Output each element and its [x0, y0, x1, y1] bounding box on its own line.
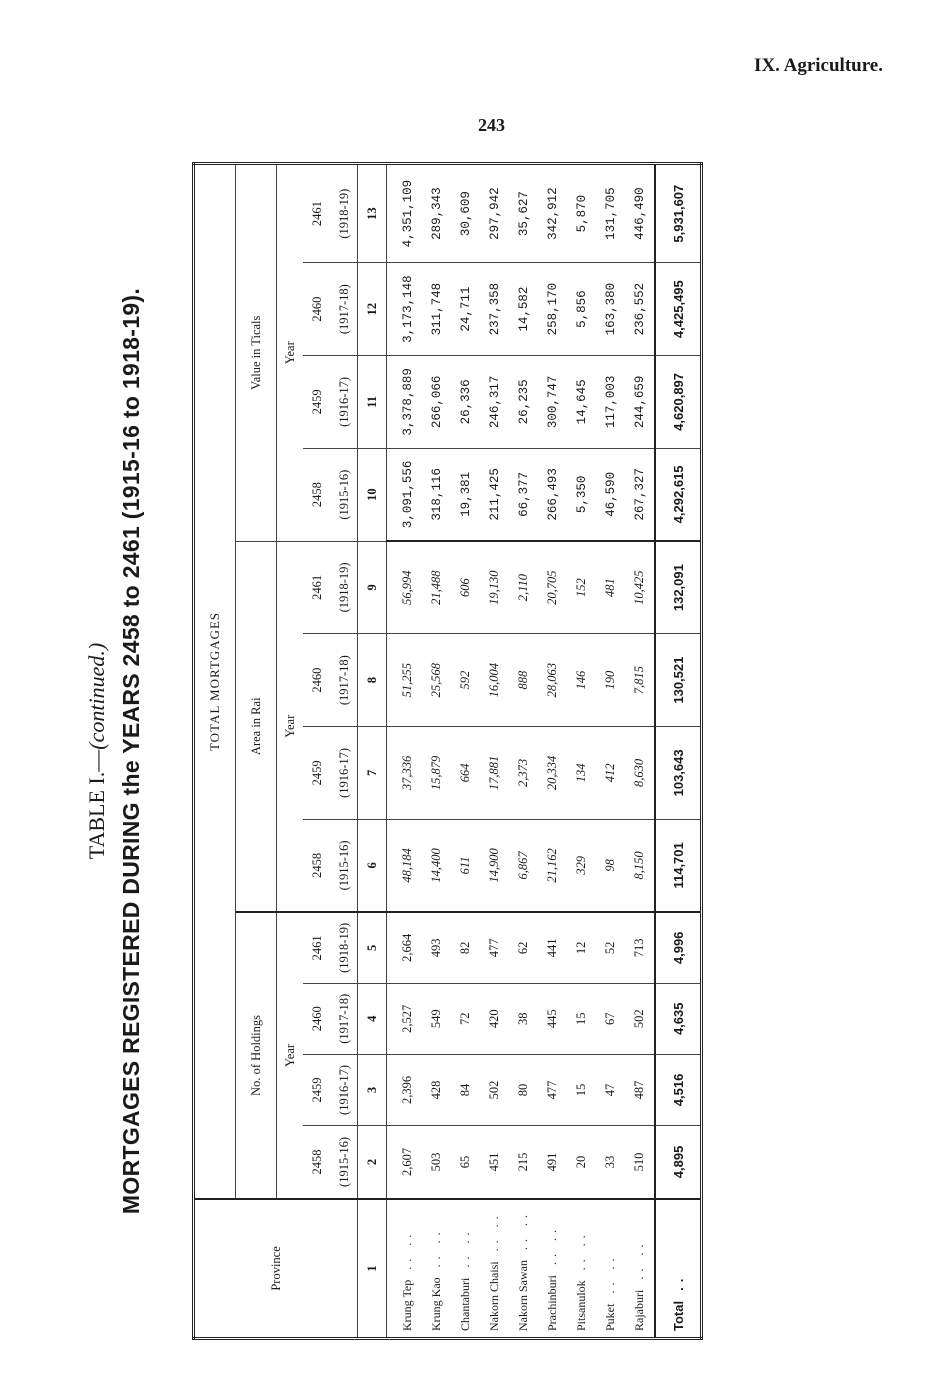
- column-number: 11: [358, 356, 387, 449]
- holdings-cell: 38: [509, 983, 538, 1054]
- table-row: [422, 164, 451, 1339]
- value-cell: 211,425: [480, 448, 509, 541]
- table-subtitle: MORTGAGES REGISTERED DURING the YEARS 2458 to 2461 (1915-16 to 1918-19).: [118, 287, 144, 1215]
- area-cell: 21,488: [422, 541, 451, 634]
- area-cell: 2,373: [509, 727, 538, 820]
- area-cell: 37,336: [387, 727, 423, 820]
- year-cell: 2459: [303, 1054, 331, 1125]
- area-cell: 8,150: [625, 819, 655, 912]
- table-row: [451, 164, 480, 1339]
- value-cell: 3,173,148: [387, 263, 423, 356]
- table-title: [84, 162, 110, 1340]
- holdings-cell: 2,527: [387, 983, 423, 1054]
- year-range-cell: (1915-16): [331, 819, 358, 912]
- province-name: Pitsanulok: [574, 1280, 588, 1331]
- area-header: Area in Rai: [236, 541, 277, 912]
- column-number: 10: [358, 448, 387, 541]
- holdings-cell: 713: [625, 912, 655, 983]
- area-cell: 98: [596, 819, 625, 912]
- total-value: 4,620,897: [655, 356, 702, 449]
- leader-dots: ..: [670, 1273, 686, 1291]
- value-cell: 117,003: [596, 356, 625, 449]
- province-name: Prachinburi: [545, 1275, 559, 1331]
- total-holdings: 4,895: [655, 1126, 702, 1199]
- table-body: [387, 164, 656, 1339]
- year-cell: 2461: [303, 164, 331, 263]
- total-mortgages-header: TOTAL MORTGAGES: [194, 164, 236, 1199]
- province-cell: [387, 1199, 423, 1339]
- column-number: 7: [358, 727, 387, 820]
- area-cell: 606: [451, 541, 480, 634]
- total-value: 5,931,607: [655, 164, 702, 263]
- sub-header-row: [236, 164, 277, 1339]
- holdings-cell: 33: [596, 1126, 625, 1199]
- total-holdings: 4,996: [655, 912, 702, 983]
- year-cell: 2461: [303, 912, 331, 983]
- area-cell: 56,994: [387, 541, 423, 634]
- province-cell: [509, 1199, 538, 1339]
- table-row: [387, 164, 423, 1339]
- total-holdings: 4,635: [655, 983, 702, 1054]
- leader-dots: .. ..: [603, 1253, 617, 1294]
- year-cell: 2460: [303, 263, 331, 356]
- area-cell: 6,867: [509, 819, 538, 912]
- section-header: IX. Agriculture.: [754, 55, 883, 76]
- holdings-cell: 493: [422, 912, 451, 983]
- table-row: [596, 164, 625, 1339]
- value-cell: 163,380: [596, 263, 625, 356]
- value-cell: 266,493: [538, 448, 567, 541]
- value-cell: 5,856: [567, 263, 596, 356]
- area-cell: 134: [567, 727, 596, 820]
- leader-dots: .. ..: [429, 1227, 443, 1268]
- year-range-cell: (1918-19): [331, 912, 358, 983]
- value-cell: 46,590: [596, 448, 625, 541]
- table-row: [538, 164, 567, 1339]
- area-cell: 146: [567, 634, 596, 727]
- value-cell: 26,336: [451, 356, 480, 449]
- province-name: Puket: [603, 1303, 617, 1331]
- holdings-cell: 420: [480, 983, 509, 1054]
- column-number: 2: [358, 1126, 387, 1199]
- area-cell: 412: [596, 727, 625, 820]
- holdings-cell: 12: [567, 912, 596, 983]
- value-cell: 342,912: [538, 164, 567, 263]
- value-cell: 267,327: [625, 448, 655, 541]
- year-cell: 2459: [303, 727, 331, 820]
- area-cell: 664: [451, 727, 480, 820]
- province-cell: [596, 1199, 625, 1339]
- column-number: 3: [358, 1054, 387, 1125]
- holdings-cell: 477: [480, 912, 509, 983]
- area-cell: 15,879: [422, 727, 451, 820]
- province-name: Rajaburi: [632, 1289, 646, 1331]
- value-cell: 237,358: [480, 263, 509, 356]
- value-cell: 24,711: [451, 263, 480, 356]
- area-cell: 888: [509, 634, 538, 727]
- leader-dots: .. ..: [458, 1227, 472, 1268]
- holdings-cell: 2,607: [387, 1126, 423, 1199]
- province-name: Chantaburi: [458, 1277, 472, 1331]
- area-cell: 48,184: [387, 819, 423, 912]
- leader-dots: .. ..: [400, 1229, 414, 1270]
- table-row: [567, 164, 596, 1339]
- value-cell: 297,942: [480, 164, 509, 263]
- area-cell: 7,815: [625, 634, 655, 727]
- column-number: 5: [358, 912, 387, 983]
- area-cell: 329: [567, 819, 596, 912]
- holdings-cell: 2,664: [387, 912, 423, 983]
- value-cell: 35,627: [509, 164, 538, 263]
- total-area: 103,643: [655, 727, 702, 820]
- value-cell: 3,091,556: [387, 448, 423, 541]
- holdings-cell: 445: [538, 983, 567, 1054]
- table-row: [625, 164, 655, 1339]
- total-holdings: 4,516: [655, 1054, 702, 1125]
- value-cell: 258,170: [538, 263, 567, 356]
- year-range-cell: (1918-19): [331, 541, 358, 634]
- year-range-cell: (1915-16): [331, 1126, 358, 1199]
- year-cell: 2460: [303, 634, 331, 727]
- province-cell: [422, 1199, 451, 1339]
- area-cell: 10,425: [625, 541, 655, 634]
- column-number: 13: [358, 164, 387, 263]
- holdings-cell: 65: [451, 1126, 480, 1199]
- holdings-cell: 82: [451, 912, 480, 983]
- leader-dots: .. ..: [516, 1210, 530, 1251]
- year-range-cell: (1917-18): [331, 634, 358, 727]
- area-cell: 25,568: [422, 634, 451, 727]
- year-cell: 2460: [303, 983, 331, 1054]
- holdings-cell: 510: [625, 1126, 655, 1199]
- column-number: 4: [358, 983, 387, 1054]
- year-cell: 2458: [303, 819, 331, 912]
- area-cell: 190: [596, 634, 625, 727]
- area-cell: 19,130: [480, 541, 509, 634]
- total-label: Total: [670, 1300, 686, 1331]
- area-cell: 51,255: [387, 634, 423, 727]
- year-label-value: Year: [277, 164, 304, 542]
- area-cell: 8,630: [625, 727, 655, 820]
- province-name: Krung Tep: [400, 1279, 414, 1331]
- holdings-cell: 549: [422, 983, 451, 1054]
- leader-dots: .. ..: [545, 1225, 559, 1265]
- area-cell: 481: [596, 541, 625, 634]
- area-cell: 20,334: [538, 727, 567, 820]
- year-range-cell: (1917-18): [331, 263, 358, 356]
- total-value: 4,425,495: [655, 263, 702, 356]
- holdings-cell: 503: [422, 1126, 451, 1199]
- year-range-cell: (1916-17): [331, 727, 358, 820]
- area-cell: 2,110: [509, 541, 538, 634]
- holdings-cell: 451: [480, 1126, 509, 1199]
- holdings-cell: 477: [538, 1054, 567, 1125]
- value-cell: 5,870: [567, 164, 596, 263]
- province-cell: [480, 1199, 509, 1339]
- value-header: Value in Ticals: [236, 164, 277, 542]
- column-number: 6: [358, 819, 387, 912]
- leader-dots: .. ..: [574, 1230, 588, 1271]
- holdings-cell: 487: [625, 1054, 655, 1125]
- column-number: 1: [358, 1199, 387, 1339]
- value-cell: 246,317: [480, 356, 509, 449]
- year-range-cell: (1918-19): [331, 164, 358, 263]
- area-cell: 28,063: [538, 634, 567, 727]
- value-cell: 300,747: [538, 356, 567, 449]
- column-number: 9: [358, 541, 387, 634]
- holdings-cell: 15: [567, 983, 596, 1054]
- year-label-area: Year: [277, 541, 304, 912]
- holdings-cell: 15: [567, 1054, 596, 1125]
- total-area: 130,521: [655, 634, 702, 727]
- year-range-cell: (1916-17): [331, 356, 358, 449]
- rotated-table-block: [84, 162, 684, 1340]
- year-range-row: [331, 164, 358, 1339]
- table-title-prefix: TABLE I.—: [84, 749, 109, 860]
- area-cell: 20,705: [538, 541, 567, 634]
- year-cell: 2459: [303, 356, 331, 449]
- holdings-cell: 62: [509, 912, 538, 983]
- leader-dots: .. ..: [487, 1211, 501, 1252]
- holdings-cell: 502: [480, 1054, 509, 1125]
- area-cell: 592: [451, 634, 480, 727]
- column-number-row: [358, 164, 387, 1339]
- value-cell: 266,066: [422, 356, 451, 449]
- value-cell: 3,378,889: [387, 356, 423, 449]
- province-name: Krung Kao: [429, 1277, 443, 1331]
- value-cell: 289,343: [422, 164, 451, 263]
- holdings-header: No. of Holdings: [236, 912, 277, 1199]
- area-cell: 14,900: [480, 819, 509, 912]
- year-range-cell: (1915-16): [331, 448, 358, 541]
- province-cell: [625, 1199, 655, 1339]
- value-cell: 19,381: [451, 448, 480, 541]
- value-cell: 4,351,109: [387, 164, 423, 263]
- year-cell: 2458: [303, 1126, 331, 1199]
- holdings-cell: 84: [451, 1054, 480, 1125]
- table-row: [480, 164, 509, 1339]
- value-cell: 311,748: [422, 263, 451, 356]
- holdings-cell: 20: [567, 1126, 596, 1199]
- area-cell: 152: [567, 541, 596, 634]
- value-cell: 446,490: [625, 164, 655, 263]
- holdings-cell: 67: [596, 983, 625, 1054]
- province-name: Nakorn Sawan: [516, 1260, 530, 1331]
- province-cell: [451, 1199, 480, 1339]
- holdings-cell: 2,396: [387, 1054, 423, 1125]
- group-header-row: [194, 164, 236, 1339]
- value-cell: 14,645: [567, 356, 596, 449]
- table-title-continued: (continued.): [84, 642, 109, 750]
- year-cell: 2461: [303, 541, 331, 634]
- area-cell: 611: [451, 819, 480, 912]
- value-cell: 318,116: [422, 448, 451, 541]
- province-name: Nakorn Chaisi: [487, 1261, 501, 1331]
- value-cell: 26,235: [509, 356, 538, 449]
- total-row: [655, 164, 702, 1339]
- year-label-holdings: Year: [277, 912, 304, 1199]
- province-header: Province: [194, 1199, 358, 1339]
- page-number: 243: [478, 115, 505, 135]
- total-area: 114,701: [655, 819, 702, 912]
- area-cell: 16,004: [480, 634, 509, 727]
- holdings-cell: 491: [538, 1126, 567, 1199]
- area-cell: 14,400: [422, 819, 451, 912]
- total-label-cell: [655, 1199, 702, 1339]
- mortgages-table: [192, 162, 703, 1340]
- year-label-row: [277, 164, 304, 1339]
- value-cell: 66,377: [509, 448, 538, 541]
- column-number: 8: [358, 634, 387, 727]
- province-cell: [567, 1199, 596, 1339]
- total-value: 4,292,615: [655, 448, 702, 541]
- area-cell: 21,162: [538, 819, 567, 912]
- holdings-cell: 52: [596, 912, 625, 983]
- holdings-cell: 72: [451, 983, 480, 1054]
- province-cell: [538, 1199, 567, 1339]
- value-cell: 5,350: [567, 448, 596, 541]
- holdings-cell: 215: [509, 1126, 538, 1199]
- value-cell: 131,705: [596, 164, 625, 263]
- holdings-cell: 441: [538, 912, 567, 983]
- holdings-cell: 80: [509, 1054, 538, 1125]
- value-cell: 30,609: [451, 164, 480, 263]
- value-cell: 14,582: [509, 263, 538, 356]
- total-area: 132,091: [655, 541, 702, 634]
- year-cell: 2458: [303, 448, 331, 541]
- value-cell: 244,659: [625, 356, 655, 449]
- year-range-cell: (1917-18): [331, 983, 358, 1054]
- holdings-cell: 428: [422, 1054, 451, 1125]
- value-cell: 236,552: [625, 263, 655, 356]
- column-number: 12: [358, 263, 387, 356]
- table-row: [509, 164, 538, 1339]
- area-cell: 17,881: [480, 727, 509, 820]
- year-range-cell: (1916-17): [331, 1054, 358, 1125]
- holdings-cell: 502: [625, 983, 655, 1054]
- leader-dots: .. ..: [632, 1239, 646, 1280]
- years-row: [303, 164, 331, 1339]
- holdings-cell: 47: [596, 1054, 625, 1125]
